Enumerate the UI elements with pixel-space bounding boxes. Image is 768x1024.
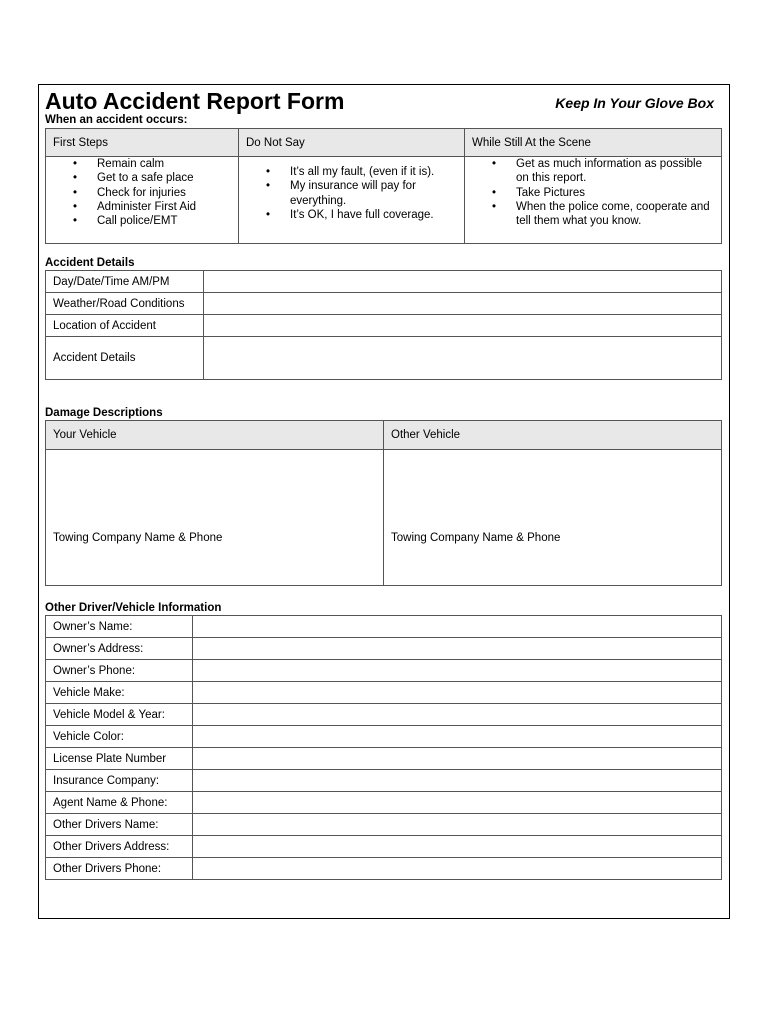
list-item: • Take Pictures: [472, 186, 714, 200]
field-label: Vehicle Make:: [46, 682, 193, 704]
field-label: Weather/Road Conditions: [46, 293, 204, 315]
list-item: • Get as much information as possible on this report.: [472, 157, 714, 186]
form-title: Auto Accident Report Form: [45, 88, 345, 114]
field-label: Other Drivers Name:: [46, 814, 193, 836]
at-scene-cell: [465, 157, 722, 244]
license-plate-field[interactable]: [193, 748, 722, 770]
field-label: Agent Name & Phone:: [46, 792, 193, 814]
field-label: Owner’s Phone:: [46, 660, 193, 682]
list-item: • My insurance will pay for everything.: [246, 179, 457, 208]
field-label: Vehicle Model & Year:: [46, 704, 193, 726]
list-item: • It’s OK, I have full coverage.: [246, 208, 457, 222]
glove-box-tagline: Keep In Your Glove Box: [555, 95, 714, 111]
agent-name-phone-field[interactable]: [193, 792, 722, 814]
field-label: Location of Accident: [46, 315, 204, 337]
owner-phone-field[interactable]: [193, 660, 722, 682]
accident-details-table: [45, 270, 722, 380]
your-vehicle-header: Your Vehicle: [46, 421, 384, 450]
other-driver-name-field[interactable]: [193, 814, 722, 836]
day-date-time-field[interactable]: [204, 271, 722, 293]
list-item: • Call police/EMT: [53, 214, 231, 228]
damage-heading: Damage Descriptions: [45, 407, 163, 419]
other-driver-heading: Other Driver/Vehicle Information: [45, 602, 222, 614]
vehicle-model-year-field[interactable]: [193, 704, 722, 726]
field-label: License Plate Number: [46, 748, 193, 770]
field-label: Vehicle Color:: [46, 726, 193, 748]
field-label: Owner’s Name:: [46, 616, 193, 638]
other-vehicle-header: Other Vehicle: [384, 421, 722, 450]
field-label: Accident Details: [46, 337, 204, 380]
other-driver-address-field[interactable]: [193, 836, 722, 858]
col-at-scene: While Still At the Scene: [465, 129, 722, 157]
damage-table: [45, 420, 722, 586]
accident-details-field[interactable]: [204, 337, 722, 380]
vehicle-make-field[interactable]: [193, 682, 722, 704]
field-label: Other Drivers Phone:: [46, 858, 193, 880]
do-not-say-list: [246, 157, 457, 222]
list-item: • Get to a safe place: [53, 171, 231, 185]
your-vehicle-damage-field[interactable]: [46, 450, 384, 586]
intro-label: When an accident occurs:: [45, 114, 188, 126]
location-field[interactable]: [204, 315, 722, 337]
field-label: Other Drivers Address:: [46, 836, 193, 858]
owner-address-field[interactable]: [193, 638, 722, 660]
first-steps-list: [53, 157, 231, 228]
field-label: Owner’s Address:: [46, 638, 193, 660]
at-scene-list: [472, 157, 714, 228]
col-first-steps: First Steps: [46, 129, 239, 157]
other-vehicle-damage-field[interactable]: [384, 450, 722, 586]
list-item: • Administer First Aid: [53, 200, 231, 214]
list-item: • It’s all my fault, (even if it is).: [246, 165, 457, 179]
your-towing-label: Towing Company Name & Phone: [53, 532, 223, 544]
list-item: • When the police come, cooperate and tell them what you know.: [472, 200, 714, 229]
first-steps-cell: [46, 157, 239, 244]
other-driver-table: [45, 615, 722, 880]
list-item: • Remain calm: [53, 157, 231, 171]
insurance-company-field[interactable]: [193, 770, 722, 792]
do-not-say-cell: [239, 157, 465, 244]
weather-road-field[interactable]: [204, 293, 722, 315]
accident-details-heading: Accident Details: [45, 257, 135, 269]
field-label: Day/Date/Time AM/PM: [46, 271, 204, 293]
col-do-not-say: Do Not Say: [239, 129, 465, 157]
vehicle-color-field[interactable]: [193, 726, 722, 748]
owner-name-field[interactable]: [193, 616, 722, 638]
steps-table: [45, 128, 722, 244]
list-item: • Check for injuries: [53, 186, 231, 200]
other-driver-phone-field[interactable]: [193, 858, 722, 880]
field-label: Insurance Company:: [46, 770, 193, 792]
other-towing-label: Towing Company Name & Phone: [391, 532, 561, 544]
